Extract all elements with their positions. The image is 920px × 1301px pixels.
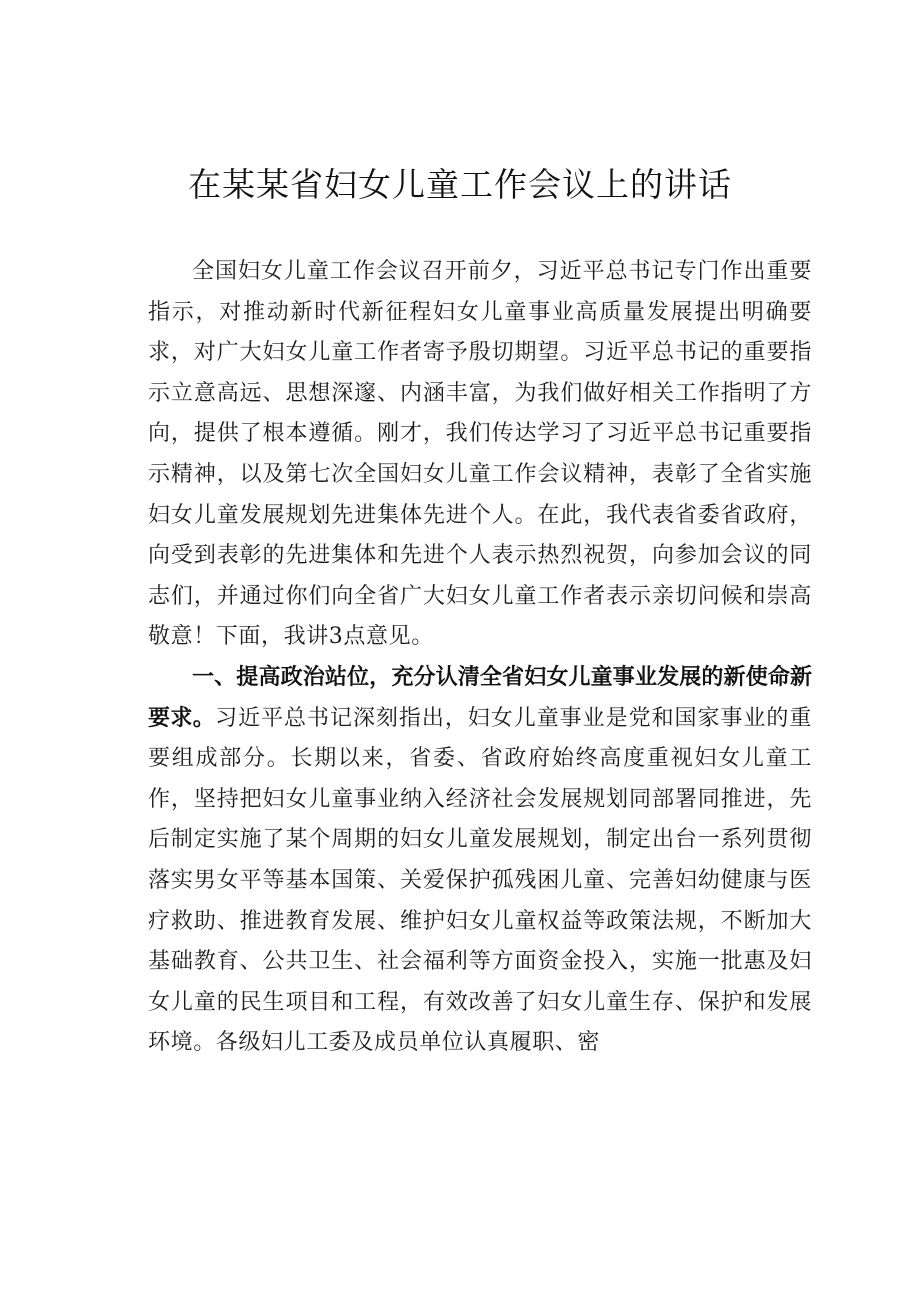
section-1-heading: 一、提高政治站位，充分认清全省妇女儿童事业发展的新使命新要求。 [148,664,812,731]
section-1-body: 习近平总书记深刻指出，妇女儿童事业是党和国家事业的重要组成部分。长期以来，省委、省政府始终高度重视妇女儿童工作，坚持把妇女儿童事业纳入经济社会发展规划同部署同推进，先后制定实施了某个周期的妇女儿童发展规划，制定出台一系列贯彻落实男女平等基本国策、关爱保护孤残困儿童、完善妇幼健康与医疗救助、推进教育发展、维护妇女儿童权益等政策法规，不断加大基础教育、公共卫生、社会福利等方面资金投入，实施一批惠及妇女儿童的民生项目和工程，有效改善了妇女儿童生存、保护和发展环境。各级妇儿工委及成员单位认真履职、密 [148,705,812,1056]
document-body [148,252,812,1064]
opening-paragraph: 全国妇女儿童工作会议召开前夕，习近平总书记专门作出重要指示，对推动新时代新征程妇女儿童事业高质量发展提出明确要求，对广大妇女儿童工作者寄予殷切期望。习近平总书记的重要指示立意高远、思想深邃、内涵丰富，为我们做好相关工作指明了方向，提供了根本遵循。刚才，我们传达学习了习近平总书记重要指示精神，以及第七次全国妇女儿童工作会议精神，表彰了全省实施妇女儿童发展规划先进集体先进个人。在此，我代表省委省政府，向受到表彰的先进集体和先进个人表示热烈祝贺，向参加会议的同志们，并通过你们向全省广大妇女儿童工作者表示亲切问候和崇高敬意！下面，我讲3点意见。 [148,259,812,650]
document-title: 在某某省妇女儿童工作会议上的讲话 [188,165,732,204]
section-1-paragraph [148,658,812,1064]
